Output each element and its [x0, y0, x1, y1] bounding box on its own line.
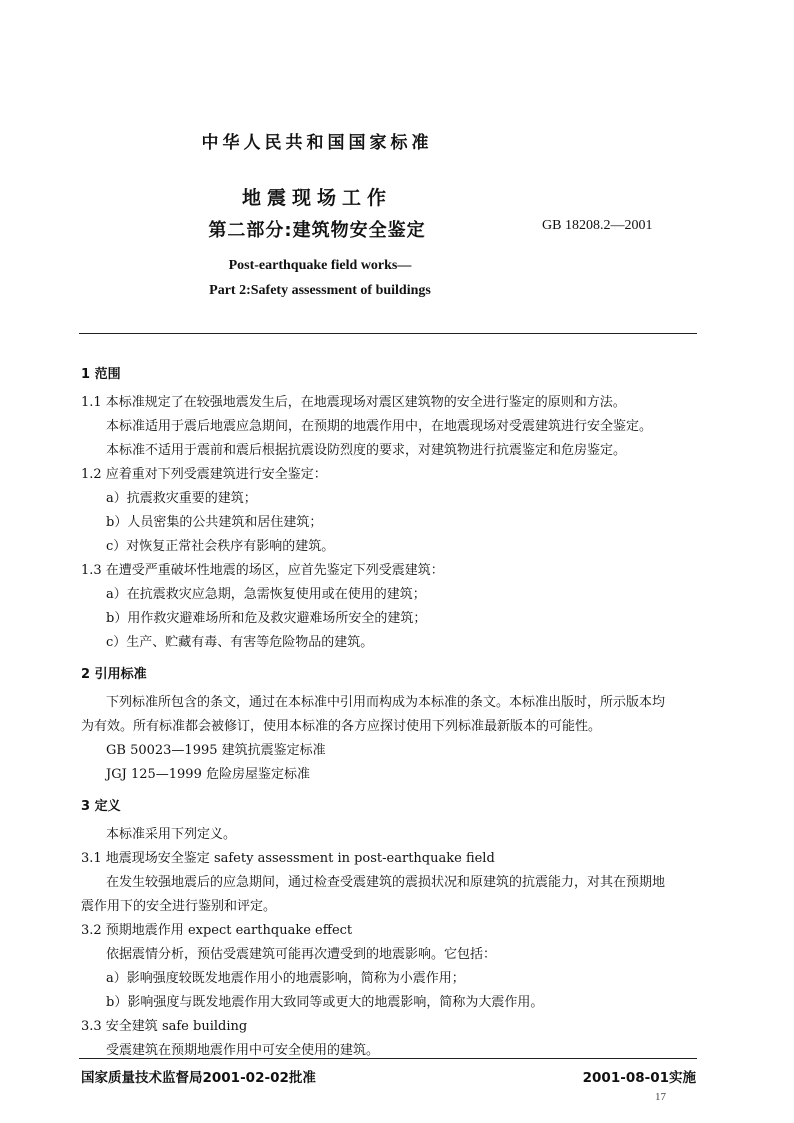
reference-item: JGJ 125—1999 危险房屋鉴定标准 — [106, 767, 310, 782]
paragraph-line: 依据震情分析，预估受震建筑可能再次遭受到的地震影响。它包括： — [106, 947, 497, 962]
list-item: b）人员密集的公共建筑和居住建筑； — [106, 515, 323, 530]
list-item: c）对恢复正常社会秩序有影响的建筑。 — [106, 539, 335, 554]
paragraph-line: 在发生较强地震后的应急期间，通过检查受震建筑的震损状况和原建筑的抗震能力，对其在预期地 — [106, 875, 666, 890]
list-item: a）影响强度较既发地震作用小的地震影响，简称为小震作用； — [106, 971, 465, 986]
paragraph-line: 本标准不适用于震前和震后根据抗震设防烈度的要求，对建筑物进行抗震鉴定和危房鉴定。 — [106, 443, 627, 458]
list-item: a）抗震救灾重要的建筑； — [106, 491, 257, 506]
paragraph-line: 震作用下的安全进行鉴别和评定。 — [81, 899, 277, 914]
list-item: b）用作救灾避难场所和危及救灾避难场所安全的建筑； — [106, 611, 427, 626]
list-item: b）影响强度与既发地震作用大致同等或更大的地震影响，简称为大震作用。 — [106, 995, 544, 1010]
clause-line: 1.3 在遭受严重破坏性地震的场区，应首先鉴定下列受震建筑： — [81, 563, 444, 578]
national-standard-heading: 中华人民共和国国家标准 — [201, 133, 433, 153]
paragraph-line: 本标准适用于震后地震应急期间，在预期的地震作用中，在地震现场对受震建筑进行安全鉴定。 — [106, 419, 653, 434]
reference-item: GB 50023—1995 建筑抗震鉴定标准 — [106, 743, 326, 758]
section-heading: 2 引用标准 — [81, 667, 147, 682]
approval-text: 国家质量技术监督局2001-02-02批准 — [81, 1070, 316, 1086]
paragraph-line: 本标准采用下列定义。 — [106, 827, 237, 842]
definition-term: 3.3 安全建筑 safe building — [81, 1019, 248, 1034]
definition-term: 3.2 预期地震作用 expect earthquake effect — [81, 923, 353, 938]
paragraph-line: 受震建筑在预期地震作用中可安全使用的建筑。 — [106, 1043, 380, 1058]
document-subtitle: 第二部分:建筑物安全鉴定 — [208, 220, 426, 241]
paragraph-line: 为有效。所有标准都会被修订，使用本标准的各方应探讨使用下列标准最新版本的可能性。 — [81, 719, 602, 734]
list-item: c）生产、贮藏有毒、有害等危险物品的建筑。 — [106, 635, 374, 650]
header-divider — [79, 333, 697, 334]
list-item: a）在抗震救灾应急期，急需恢复使用或在使用的建筑； — [106, 587, 426, 602]
clause-line: 1.1 本标准规定了在较强地震发生后，在地震现场对震区建筑物的安全进行鉴定的原则和方法。 — [81, 395, 626, 410]
english-title-line-1: Post-earthquake field works— — [228, 258, 412, 273]
clause-line: 1.2 应着重对下列受震建筑进行安全鉴定： — [81, 467, 327, 482]
definition-term: 3.1 地震现场安全鉴定 safety assessment in post-earthquake field — [81, 851, 495, 866]
implementation-date: 2001-08-01实施 — [582, 1070, 696, 1086]
section-heading: 3 定义 — [81, 799, 121, 814]
english-title-line-2: Part 2:Safety assessment of buildings — [209, 283, 431, 298]
section-heading: 1 范围 — [81, 367, 121, 382]
footer-divider — [79, 1058, 697, 1059]
paragraph-line: 下列标准所包含的条文，通过在本标准中引用而构成为本标准的条文。本标准出版时，所示版本均 — [106, 695, 666, 710]
standard-number: GB 18208.2—2001 — [542, 218, 653, 233]
page-number: 17 — [655, 1091, 666, 1103]
document-title: 地震现场工作 — [241, 187, 392, 209]
